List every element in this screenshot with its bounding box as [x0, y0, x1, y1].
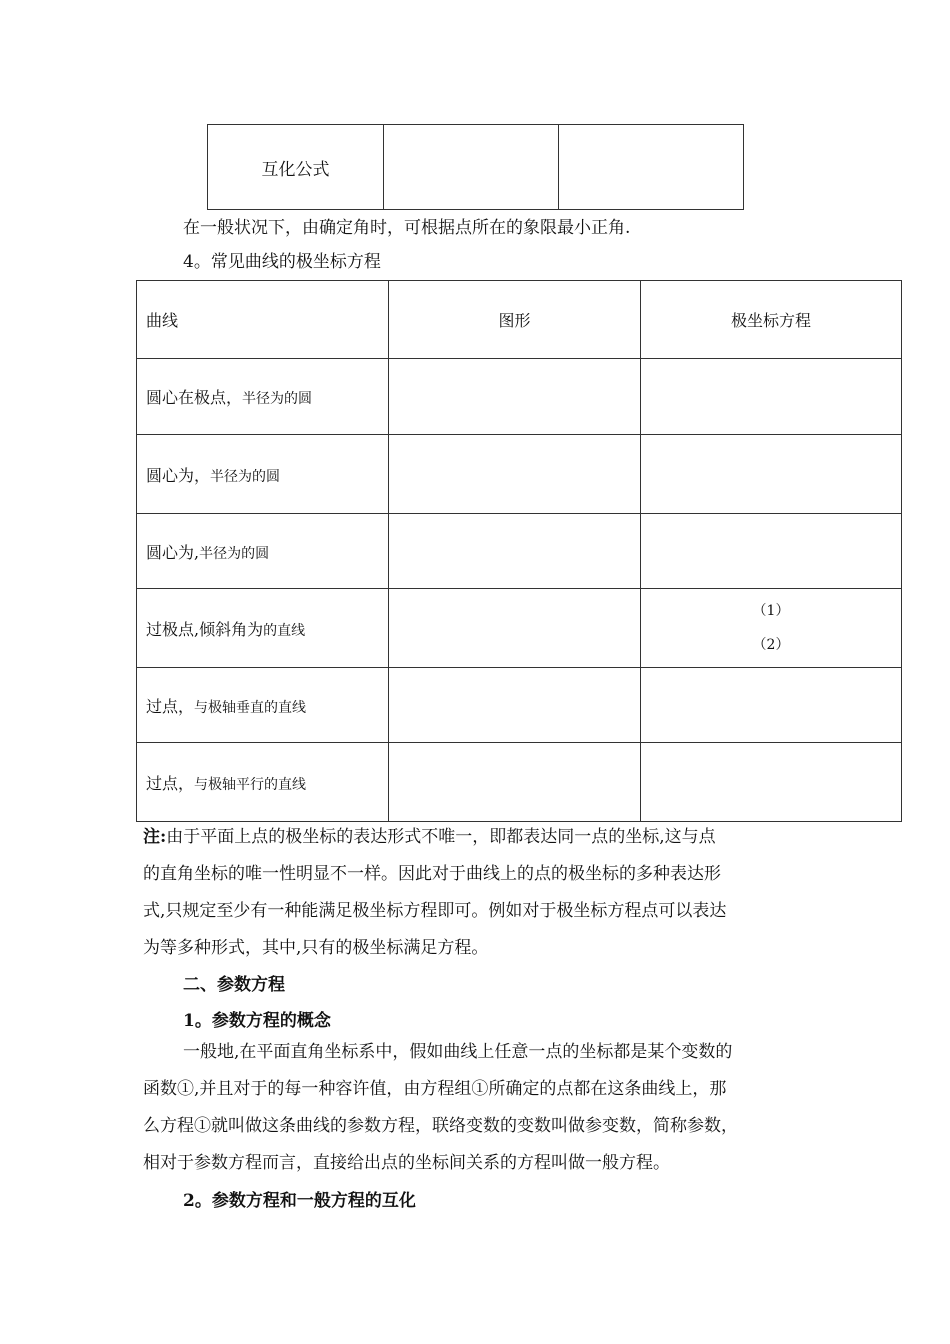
- header-curve: 曲线: [137, 281, 389, 359]
- table-row: [137, 435, 902, 514]
- concept-paragraph: [143, 1034, 808, 1182]
- curve-text: 圆心为，: [146, 465, 211, 485]
- note-line: 为等多种形式，其中,只有的极坐标满足方程。: [143, 938, 489, 958]
- curve-cell: [137, 359, 389, 435]
- empty-cell: [559, 125, 744, 210]
- empty-cell: [389, 589, 641, 668]
- conversion-table: [207, 124, 744, 210]
- polar-equation-table: [136, 280, 902, 822]
- note-label: 注:: [143, 827, 167, 847]
- curve-text: 过极点,倾斜角为: [146, 619, 264, 639]
- curve-cell: [137, 514, 389, 589]
- curve-cell: [137, 743, 389, 822]
- note-paragraph: [143, 819, 808, 967]
- conversion-formula-label: 互化公式: [208, 125, 384, 210]
- curve-cell: [137, 589, 389, 668]
- section2-heading: 二、参数方程: [183, 975, 285, 995]
- empty-cell: [389, 435, 641, 514]
- header-graph: 图形: [389, 281, 641, 359]
- empty-cell: [389, 359, 641, 435]
- curve-text-small: 的直线: [263, 622, 306, 639]
- concept-line: 一般地,在平面直角坐标系中，假如曲线上任意一点的坐标都是某个变数的: [183, 1042, 733, 1062]
- header-polar-equation: 极坐标方程: [641, 281, 902, 359]
- empty-cell: [641, 668, 902, 743]
- curve-cell: [137, 435, 389, 514]
- empty-cell: [641, 514, 902, 589]
- curve-text: 圆心为,: [146, 542, 200, 562]
- curve-text-small: 与极轴垂直的直线: [194, 699, 307, 716]
- note-text: 由于平面上点的极坐标的表达形式不唯一，即都表达同一点的坐标,这与点: [166, 827, 716, 847]
- sub2-heading: 2。参数方程和一般方程的互化: [183, 1191, 416, 1211]
- empty-cell: [641, 743, 902, 822]
- curve-cell: [137, 668, 389, 743]
- table-row: [137, 743, 902, 822]
- quadrant-note: 在一般状况下，由确定角时，可根据点所在的象限最小正角.: [183, 218, 631, 238]
- empty-cell: [389, 514, 641, 589]
- equation-1: （1）: [752, 603, 790, 619]
- equation-cell: [641, 589, 902, 668]
- table-row: [208, 125, 744, 210]
- concept-line: 么方程①就叫做这条曲线的参数方程，联络变数的变数叫做参变数，简称参数，: [143, 1116, 738, 1136]
- curve-text: 圆心在极点，: [146, 388, 243, 407]
- curve-text-small: 半径为的圆: [210, 468, 281, 485]
- curve-text-small: 半径为的圆: [199, 545, 270, 562]
- note-line: 式,只规定至少有一种能满足极坐标方程即可。例如对于极坐标方程点可以表达: [143, 901, 727, 921]
- curve-text: 过点，: [146, 696, 195, 716]
- section4-heading: 4。常见曲线的极坐标方程: [183, 252, 381, 272]
- note-line: [143, 819, 808, 856]
- table-row: [137, 589, 902, 668]
- sub1-heading: 1。参数方程的概念: [183, 1011, 331, 1031]
- empty-cell: [389, 743, 641, 822]
- table-header-row: [137, 281, 902, 359]
- note-line: 的直角坐标的唯一性明显不一样。因此对于曲线上的点的极坐标的多种表达形: [143, 864, 721, 884]
- curve-text-small: 半径为的圆: [242, 391, 313, 407]
- empty-cell: [389, 668, 641, 743]
- empty-cell: [384, 125, 559, 210]
- empty-cell: [641, 359, 902, 435]
- empty-cell: [641, 435, 902, 514]
- table-row: [137, 668, 902, 743]
- equation-2: （2）: [752, 637, 790, 653]
- curve-text: 过点，: [146, 773, 195, 793]
- concept-line: 函数①,并且对于的每一种容许值，由方程组①所确定的点都在这条曲线上，那: [143, 1079, 727, 1099]
- table-row: [137, 514, 902, 589]
- concept-line: 相对于参数方程而言，直接给出点的坐标间关系的方程叫做一般方程。: [143, 1153, 670, 1173]
- curve-text-small: 与极轴平行的直线: [194, 776, 307, 793]
- table-row: [137, 359, 902, 435]
